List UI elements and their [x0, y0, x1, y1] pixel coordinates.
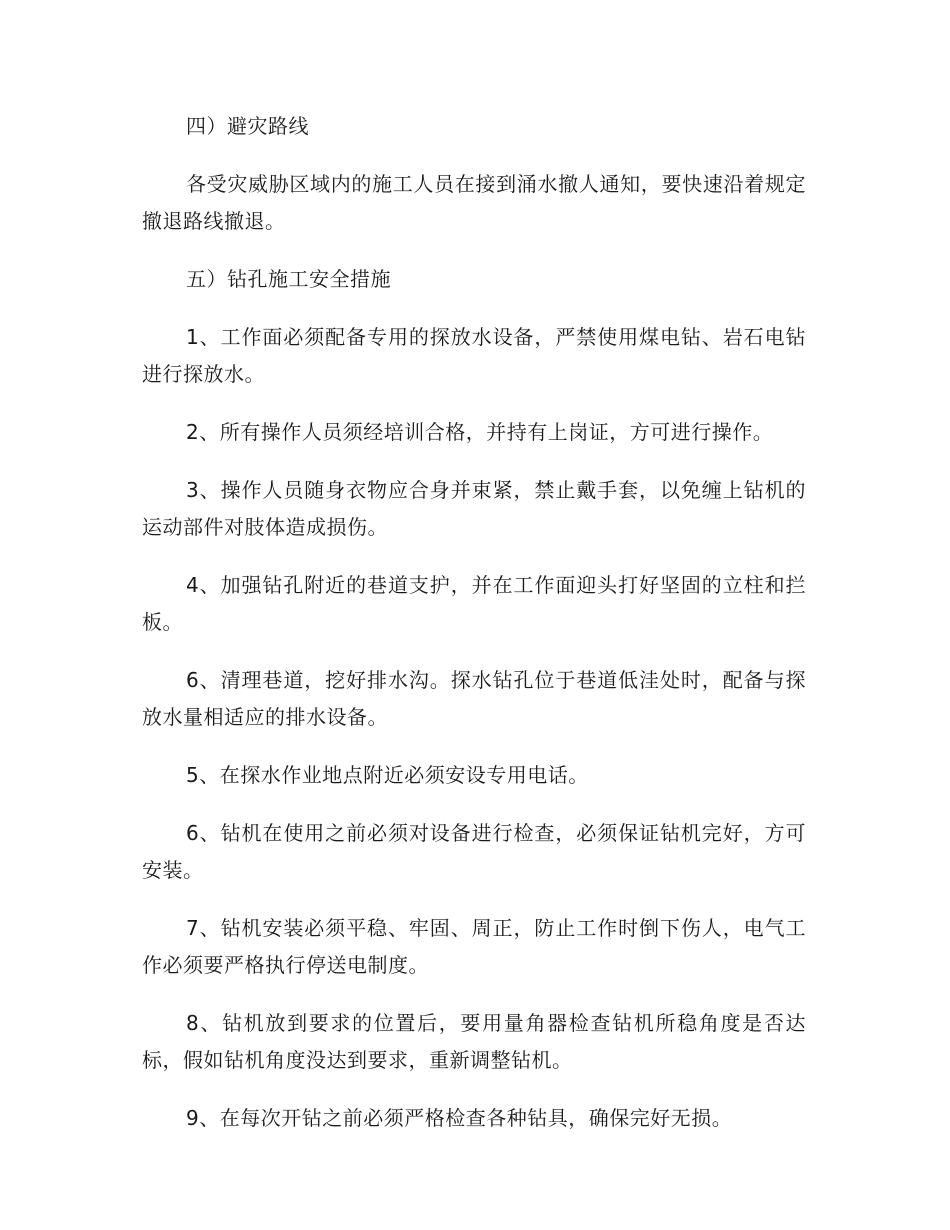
list-item-7: 7、钻机安装必须平稳、牢固、周正，防止工作时倒下伤人，电气工作必须要严格执行停送电制度。 — [142, 916, 806, 977]
list-item-5: 5、在探水作业地点附近必须安设专用电话。 — [186, 763, 589, 787]
section-heading-drilling-safety: 五）钻孔施工安全措施 — [186, 267, 391, 291]
document-body — [142, 108, 806, 1158]
list-item-8: 8、钻机放到要求的位置后，要用量角器检查钻机所稳角度是否达标，假如钻机角度没达到要求，重新调整钻机。 — [142, 1011, 806, 1072]
list-item-9: 9、在每次开钻之前必须严格检查各种钻具，确保完好无损。 — [186, 1106, 733, 1130]
list-item-6b: 6、钻机在使用之前必须对设备进行检查，必须保证钻机完好，方可安装。 — [142, 821, 806, 882]
section-heading-evacuation-route: 四）避灾路线 — [186, 114, 309, 138]
list-item-2: 2、所有操作人员须经培训合格，并持有上岗证，方可进行操作。 — [186, 420, 774, 444]
list-item-3: 3、操作人员随身衣物应合身并束紧，禁止戴手套，以免缠上钻机的运动部件对肢体造成损伤。 — [142, 478, 806, 539]
list-item-1: 1、工作面必须配备专用的探放水设备，严禁使用煤电钻、岩石电钻进行探放水。 — [142, 325, 806, 386]
list-item-4: 4、加强钻孔附近的巷道支护，并在工作面迎头打好坚固的立柱和拦板。 — [142, 573, 806, 634]
paragraph-evacuation-instruction: 各受灾威胁区域内的施工人员在接到涌水撤人通知，要快速沿着规定撤退路线撤退。 — [142, 172, 806, 233]
list-item-6a: 6、清理巷道，挖好排水沟。探水钻孔位于巷道低洼处时，配备与探放水量相适应的排水设备。 — [142, 668, 806, 729]
